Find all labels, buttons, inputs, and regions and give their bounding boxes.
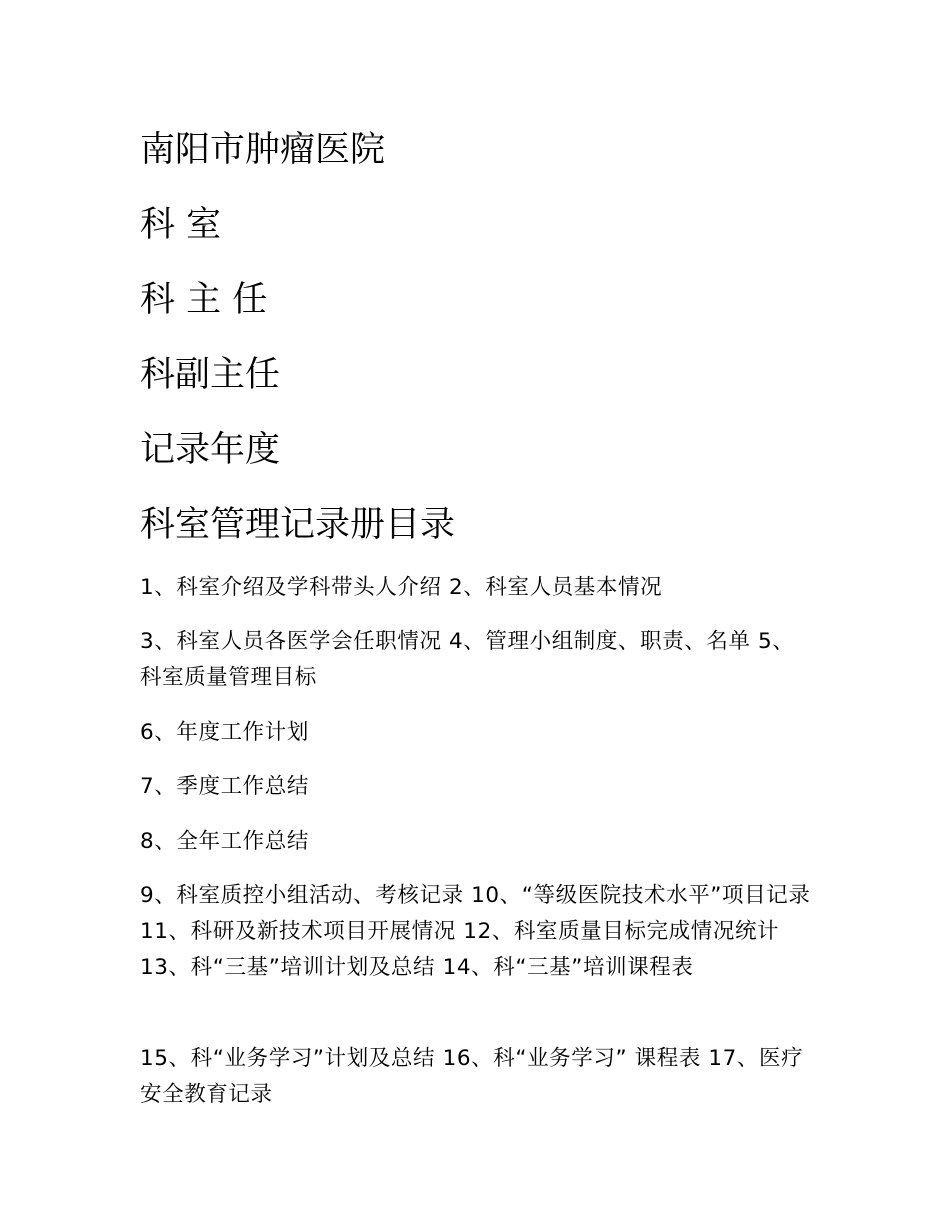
toc-title-heading: 科室管理记录册目录 [140, 505, 456, 545]
deputy-director-heading: 科副主任 [140, 355, 281, 395]
toc-paragraph: 9、科室质控小组活动、考核记录 10、“等级医院技术水平”项目记录 11、科研及新技术项目开展情况 12、科室质量目标完成情况统计 13、科“三基”培训计划及总结 14、科“三基”培训课程表 [140, 883, 811, 980]
toc-paragraph: 8、全年工作总结 [140, 829, 309, 854]
toc-paragraph: 1、科室介绍及学科带头人介绍 2、科室人员基本情况 [140, 575, 663, 600]
toc-paragraph: 6、年度工作计划 [140, 720, 309, 745]
record-year-heading: 记录年度 [140, 430, 281, 470]
department-heading: 科 室 [140, 205, 222, 245]
director-heading: 科 主 任 [140, 280, 268, 320]
toc-paragraph: 3、科室人员各医学会任职情况 4、管理小组制度、职责、名单 5、科室质量管理目标 [140, 629, 795, 690]
hospital-name-heading: 南阳市肿瘤医院 [140, 130, 386, 170]
toc-paragraph: 15、科“业务学习”计划及总结 16、科“业务学习” 课程表 17、医疗安全教育记录 [140, 1046, 804, 1107]
toc-paragraph: 7、季度工作总结 [140, 774, 309, 799]
